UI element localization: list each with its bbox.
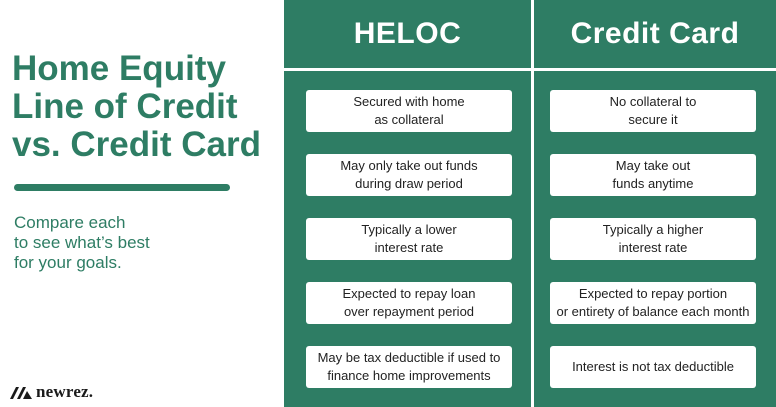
logo-text: newrez.	[36, 382, 94, 401]
cc-cell-rate: Typically a higher interest rate	[550, 218, 756, 260]
cc-cell-repay: Expected to repay portion or entirety of balance each month	[550, 282, 756, 324]
newrez-mark-icon	[10, 385, 32, 399]
title-divider	[14, 184, 230, 191]
heloc-header: HELOC	[353, 17, 462, 50]
cc-cell-funds: May take out funds anytime	[550, 154, 756, 196]
heloc-cell-repay: Expected to repay loan over repayment period	[306, 282, 512, 324]
heloc-cell-funds: May only take out funds during draw period	[306, 154, 512, 196]
comparison-table	[284, 0, 776, 407]
heloc-cell-collateral: Secured with home as collateral	[306, 90, 512, 132]
credit-card-header: Credit Card	[570, 17, 740, 50]
subtitle: Compare each to see what’s best for your goals.	[14, 213, 150, 272]
newrez-logo	[10, 383, 93, 401]
intro-section	[0, 0, 284, 407]
page-title: Home Equity Line of Credit vs. Credit Card	[12, 49, 261, 164]
header-divider	[284, 68, 776, 71]
heloc-cell-rate: Typically a lower interest rate	[306, 218, 512, 260]
cc-cell-collateral: No collateral to secure it	[550, 90, 756, 132]
heloc-cell-tax: May be tax deductible if used to finance home improvements	[306, 346, 512, 388]
cc-cell-tax: Interest is not tax deductible	[550, 346, 756, 388]
